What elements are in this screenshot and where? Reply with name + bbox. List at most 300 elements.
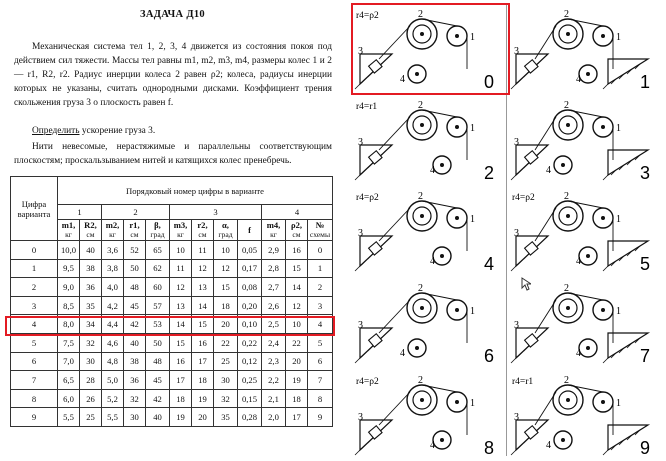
axle xyxy=(455,125,459,129)
scheme-relation-label: r4=ρ2 xyxy=(512,193,535,203)
hatch xyxy=(517,444,522,449)
table-cell: 48 xyxy=(146,352,170,371)
table-cell: 16 xyxy=(192,333,214,352)
axle xyxy=(561,438,565,442)
table-cell: 10,0 xyxy=(58,241,80,260)
table-row xyxy=(11,389,333,408)
body-label: 2 xyxy=(418,375,423,386)
axle xyxy=(566,123,570,127)
unit-label: кг xyxy=(177,230,184,239)
table-cell: 20 xyxy=(286,352,308,371)
table-cell: 40 xyxy=(80,241,102,260)
table-cell: 12 xyxy=(286,296,308,315)
scheme-relation-label: r4=r1 xyxy=(356,102,378,112)
body-label: 2 xyxy=(418,191,423,202)
body-label: 3 xyxy=(358,137,363,148)
axle xyxy=(415,346,419,350)
scheme-number: 3 xyxy=(640,163,651,183)
table-cell: 30 xyxy=(214,371,238,390)
unit-label: см xyxy=(292,230,301,239)
table-cell: 2,3 xyxy=(262,352,286,371)
symbol-label: № xyxy=(315,220,325,230)
unit-label: кг xyxy=(109,230,116,239)
hatch xyxy=(355,450,360,455)
axle xyxy=(455,308,459,312)
body-label: 1 xyxy=(616,32,621,43)
table-cell: 22 xyxy=(286,333,308,352)
table-cell: 9 xyxy=(308,408,333,427)
hatch xyxy=(524,254,529,259)
table-cell: 62 xyxy=(146,259,170,278)
table-cell: 11 xyxy=(170,259,192,278)
symbol-label: m3, xyxy=(173,220,188,230)
scheme-diagram xyxy=(508,95,658,183)
table-cell: 7,5 xyxy=(58,333,80,352)
symbol-header xyxy=(286,220,308,241)
table-cell: 5,5 xyxy=(102,408,124,427)
table-cell: 2,2 xyxy=(262,371,286,390)
table-cell: 22 xyxy=(214,333,238,352)
table-cell: 14 xyxy=(286,278,308,297)
table-cell: 2 xyxy=(308,278,333,297)
table-cell: 10 xyxy=(170,241,192,260)
symbol-label: r1, xyxy=(129,220,140,230)
table-cell: 48 xyxy=(124,278,146,297)
unit-label: см xyxy=(130,230,139,239)
table-row xyxy=(11,241,333,260)
table-cell: 25 xyxy=(214,352,238,371)
table-cell: 0 xyxy=(11,241,58,260)
scheme-highlight xyxy=(351,3,510,95)
thread xyxy=(379,392,410,425)
symbol-header xyxy=(124,220,146,241)
unit-label: см xyxy=(86,230,95,239)
thread xyxy=(379,117,410,150)
block-3 xyxy=(525,60,538,73)
table-cell: 20 xyxy=(214,315,238,334)
axle xyxy=(601,400,605,404)
body-label: 4 xyxy=(576,348,581,359)
table-cell: 0,28 xyxy=(238,408,262,427)
scheme-number: 2 xyxy=(484,163,495,183)
body-label: 3 xyxy=(514,46,519,57)
variant-column-header: Цифра варианта xyxy=(11,177,58,241)
table-cell: 32 xyxy=(80,333,102,352)
symbol-label: R2, xyxy=(84,220,97,230)
table-cell: 53 xyxy=(146,315,170,334)
body-label: 1 xyxy=(470,306,475,317)
scheme-diagram xyxy=(352,278,502,366)
body-label: 3 xyxy=(358,46,363,57)
scheme-number: 6 xyxy=(484,346,495,366)
table-cell: 15 xyxy=(170,333,192,352)
body-label: 4 xyxy=(430,440,435,451)
table-cell: 6 xyxy=(308,352,333,371)
axle xyxy=(455,400,459,404)
table-cell: 32 xyxy=(124,389,146,408)
scheme-number: 1 xyxy=(640,72,651,92)
table-cell: 4,4 xyxy=(102,315,124,334)
unit-label: град xyxy=(150,230,165,239)
table-cell: 3 xyxy=(308,296,333,315)
unit-label: схемы xyxy=(309,230,331,239)
symbol-label: m4, xyxy=(266,220,281,230)
table-cell: 2,6 xyxy=(262,296,286,315)
table-cell: 17 xyxy=(286,408,308,427)
table-cell: 9,0 xyxy=(58,278,80,297)
table-cell: 40 xyxy=(146,408,170,427)
scheme-4 xyxy=(352,186,502,274)
hatch xyxy=(361,352,366,357)
symbol-label: ρ2, xyxy=(290,220,303,230)
unit-label: кг xyxy=(65,230,72,239)
body-label: 3 xyxy=(514,137,519,148)
scheme-8 xyxy=(352,370,502,458)
hatch xyxy=(603,450,608,455)
block-3 xyxy=(369,151,382,164)
scheme-number: 8 xyxy=(484,438,495,458)
axle xyxy=(566,398,570,402)
body-label: 2 xyxy=(418,283,423,294)
body-label: 3 xyxy=(358,228,363,239)
scheme-number: 4 xyxy=(484,254,495,274)
table-cell: 9 xyxy=(11,408,58,427)
hatch xyxy=(381,426,386,431)
hatch xyxy=(361,260,366,265)
problem-paragraph-2 xyxy=(14,124,332,138)
table-cell: 0,10 xyxy=(238,315,262,334)
table-cell: 12 xyxy=(170,278,192,297)
hatch xyxy=(537,334,542,339)
scheme-diagram xyxy=(508,370,658,458)
axle xyxy=(586,346,590,350)
table-cell: 8,0 xyxy=(58,315,80,334)
scheme-diagram xyxy=(352,186,502,274)
table-cell: 50 xyxy=(124,259,146,278)
table-cell: 1 xyxy=(308,259,333,278)
table-cell: 42 xyxy=(146,389,170,408)
hatch xyxy=(511,175,516,180)
table-cell: 18 xyxy=(214,296,238,315)
table-cell: 2,9 xyxy=(262,241,286,260)
table-cell: 4 xyxy=(11,315,58,334)
table-cell: 28 xyxy=(80,371,102,390)
row-highlight xyxy=(5,316,335,336)
table-cell: 15 xyxy=(214,278,238,297)
table-cell: 4,6 xyxy=(102,333,124,352)
table-cell: 17 xyxy=(192,352,214,371)
table-cell: 0,17 xyxy=(238,259,262,278)
table-cell: 2,1 xyxy=(262,389,286,408)
hatch xyxy=(361,169,366,174)
table-cell: 4,0 xyxy=(102,278,124,297)
table-cell: 4,2 xyxy=(102,296,124,315)
hatch xyxy=(537,60,542,65)
table-cell: 0 xyxy=(308,241,333,260)
table-cell: 3,8 xyxy=(102,259,124,278)
body-label: 4 xyxy=(400,348,405,359)
axle xyxy=(601,216,605,220)
symbol-header xyxy=(170,220,192,241)
hatch xyxy=(537,242,542,247)
table-cell: 0,05 xyxy=(238,241,262,260)
main-header: Порядковый номер цифры в варианте xyxy=(58,177,333,205)
table-cell: 2,5 xyxy=(262,315,286,334)
hatch xyxy=(511,84,516,89)
paragraph-1-text: Механическая система тел 1, 2, 3, 4 движется из состояния покоя под действием сил тяжести. Массы тел равны m1, m2, m3, m4, размеры колес 1 и 2 — r1, R2, r2. Радиус инерции колеса 2 равен ρ2; колеса, радиусы инерции которых не указаны, считать однородными дисками. Коэффициент трения скольжения груза 3 о плоскость равен f. xyxy=(14,42,332,108)
table-cell: 36 xyxy=(80,278,102,297)
table-cell: 10 xyxy=(286,315,308,334)
hatch xyxy=(524,438,529,443)
scheme-7 xyxy=(508,278,658,366)
table-cell: 5,0 xyxy=(102,371,124,390)
symbol-header xyxy=(102,220,124,241)
scheme-diagram xyxy=(508,278,658,366)
hatch xyxy=(603,266,608,271)
table-cell: 19 xyxy=(192,389,214,408)
hatch xyxy=(368,254,373,259)
table-cell: 32 xyxy=(214,389,238,408)
scheme-diagram xyxy=(352,95,502,183)
thread xyxy=(422,201,457,208)
hatch xyxy=(368,163,373,168)
thread xyxy=(568,110,603,117)
table-cell: 36 xyxy=(124,371,146,390)
thread xyxy=(422,110,457,117)
table-cell: 38 xyxy=(124,352,146,371)
table-cell: 8,5 xyxy=(58,296,80,315)
body-label: 1 xyxy=(470,214,475,225)
hatch xyxy=(517,169,522,174)
table-cell: 4,8 xyxy=(102,352,124,371)
body-label: 1 xyxy=(616,306,621,317)
table-cell: 14 xyxy=(170,315,192,334)
table-cell: 2,8 xyxy=(262,259,286,278)
axle xyxy=(601,125,605,129)
symbol-label: r2, xyxy=(197,220,208,230)
thread xyxy=(379,300,410,333)
axle xyxy=(440,163,444,167)
hatch xyxy=(511,266,516,271)
table-cell: 16 xyxy=(170,352,192,371)
symbol-header xyxy=(262,220,286,241)
table-cell: 40 xyxy=(124,333,146,352)
table-cell: 9,5 xyxy=(58,259,80,278)
scheme-3 xyxy=(508,95,658,183)
table-row xyxy=(11,278,333,297)
hatch xyxy=(381,334,386,339)
problem-paragraph-3 xyxy=(14,140,332,168)
axle xyxy=(601,34,605,38)
thread xyxy=(568,293,603,300)
paragraph-2-text: ускорение груза 3. xyxy=(81,126,156,136)
body-label: 4 xyxy=(546,440,551,451)
table-cell: 7 xyxy=(308,371,333,390)
block-3 xyxy=(525,426,538,439)
table-cell: 13 xyxy=(192,278,214,297)
axle xyxy=(566,214,570,218)
hatch xyxy=(368,438,373,443)
body-label: 2 xyxy=(418,9,423,20)
table-cell: 19 xyxy=(170,408,192,427)
table-row xyxy=(11,296,333,315)
block-3 xyxy=(369,426,382,439)
table-cell: 12 xyxy=(192,259,214,278)
block-3 xyxy=(369,242,382,255)
table-cell: 18 xyxy=(286,389,308,408)
axle xyxy=(440,254,444,258)
table-cell: 5 xyxy=(308,333,333,352)
table-cell: 8 xyxy=(11,389,58,408)
axle xyxy=(440,438,444,442)
thread xyxy=(568,201,603,208)
table-cell: 50 xyxy=(146,333,170,352)
table-cell: 18 xyxy=(170,389,192,408)
table-cell: 25 xyxy=(80,408,102,427)
axle xyxy=(420,306,424,310)
table-cell: 3 xyxy=(11,296,58,315)
table-cell: 0,25 xyxy=(238,371,262,390)
table-cell: 3,6 xyxy=(102,241,124,260)
axle xyxy=(455,216,459,220)
table-cell: 12 xyxy=(214,259,238,278)
table-cell: 60 xyxy=(146,278,170,297)
table-cell: 13 xyxy=(170,296,192,315)
hatch xyxy=(603,358,608,363)
table-cell: 2,0 xyxy=(262,408,286,427)
block-3 xyxy=(525,242,538,255)
hatch xyxy=(355,266,360,271)
thread xyxy=(422,293,457,300)
scheme-number: 9 xyxy=(640,438,651,458)
table-cell: 30 xyxy=(80,352,102,371)
axle xyxy=(566,32,570,36)
table-cell: 5,2 xyxy=(102,389,124,408)
symbol-label: α, xyxy=(222,220,229,230)
mouse-cursor-icon xyxy=(521,277,531,291)
table-cell: 10 xyxy=(214,241,238,260)
table-cell: 45 xyxy=(124,296,146,315)
table-cell: 35 xyxy=(80,296,102,315)
hatch xyxy=(355,175,360,180)
axle xyxy=(601,308,605,312)
symbol-label: m1, xyxy=(61,220,76,230)
group-header: 4 xyxy=(262,205,333,220)
table-cell: 15 xyxy=(192,315,214,334)
symbol-label: f xyxy=(248,224,251,235)
hatch xyxy=(368,346,373,351)
symbol-header xyxy=(214,220,238,241)
body-label: 4 xyxy=(430,165,435,176)
table-cell: 0,08 xyxy=(238,278,262,297)
thread xyxy=(379,208,410,241)
symbol-header xyxy=(146,220,170,241)
scheme-number: 5 xyxy=(640,254,651,274)
scheme-relation-label: r4=ρ2 xyxy=(356,193,379,203)
hatch xyxy=(524,163,529,168)
body-label: 2 xyxy=(564,283,569,294)
unit-label: град xyxy=(218,230,233,239)
table-cell: 2,7 xyxy=(262,278,286,297)
body-label: 4 xyxy=(430,256,435,267)
symbol-header xyxy=(192,220,214,241)
problem-title: ЗАДАЧА Д10 xyxy=(140,9,205,20)
axle xyxy=(561,163,565,167)
thread xyxy=(422,385,457,392)
table-cell: 20 xyxy=(192,408,214,427)
table-row xyxy=(11,333,333,352)
hatch xyxy=(381,242,386,247)
body-label: 2 xyxy=(564,100,569,111)
axle xyxy=(586,72,590,76)
group-header: 3 xyxy=(170,205,262,220)
body-label: 1 xyxy=(470,123,475,134)
table-cell: 11 xyxy=(192,241,214,260)
body-label: 3 xyxy=(514,320,519,331)
symbol-header xyxy=(308,220,333,241)
scheme-9 xyxy=(508,370,658,458)
table-cell: 4 xyxy=(308,315,333,334)
table-cell: 6 xyxy=(11,352,58,371)
hatch xyxy=(524,72,529,77)
table-cell: 2 xyxy=(11,278,58,297)
hatch xyxy=(537,426,542,431)
table-cell: 17 xyxy=(170,371,192,390)
thread xyxy=(568,19,603,26)
axle xyxy=(586,254,590,258)
table-cell: 7 xyxy=(11,371,58,390)
axle xyxy=(566,306,570,310)
table-cell: 18 xyxy=(192,371,214,390)
hatch xyxy=(517,352,522,357)
table-row xyxy=(11,408,333,427)
body-label: 4 xyxy=(576,256,581,267)
body-label: 1 xyxy=(470,32,475,43)
body-label: 3 xyxy=(358,412,363,423)
table-cell: 0,22 xyxy=(238,333,262,352)
symbol-header xyxy=(238,220,262,241)
table-cell: 14 xyxy=(192,296,214,315)
block-3 xyxy=(369,334,382,347)
body-label: 1 xyxy=(470,398,475,409)
axle xyxy=(420,398,424,402)
variant-table xyxy=(10,176,333,427)
table-cell: 0,20 xyxy=(238,296,262,315)
body-label: 2 xyxy=(418,100,423,111)
scheme-diagram xyxy=(352,370,502,458)
scheme-diagram xyxy=(508,4,658,92)
scheme-diagram xyxy=(508,186,658,274)
hatch xyxy=(603,84,608,89)
hatch xyxy=(381,151,386,156)
scheme-1 xyxy=(508,4,658,92)
group-header: 2 xyxy=(102,205,170,220)
hatch xyxy=(511,358,516,363)
body-label: 1 xyxy=(616,123,621,134)
axle xyxy=(420,123,424,127)
symbol-header-row xyxy=(11,220,333,241)
table-cell: 65 xyxy=(146,241,170,260)
problem-paragraph-1 xyxy=(14,40,332,110)
body-label: 3 xyxy=(514,412,519,423)
table-cell: 8 xyxy=(308,389,333,408)
symbol-label: m2, xyxy=(105,220,120,230)
table-row xyxy=(11,371,333,390)
table-cell: 52 xyxy=(124,241,146,260)
scheme-number: 0 xyxy=(484,72,495,92)
body-label: 3 xyxy=(514,228,519,239)
table-cell: 35 xyxy=(214,408,238,427)
